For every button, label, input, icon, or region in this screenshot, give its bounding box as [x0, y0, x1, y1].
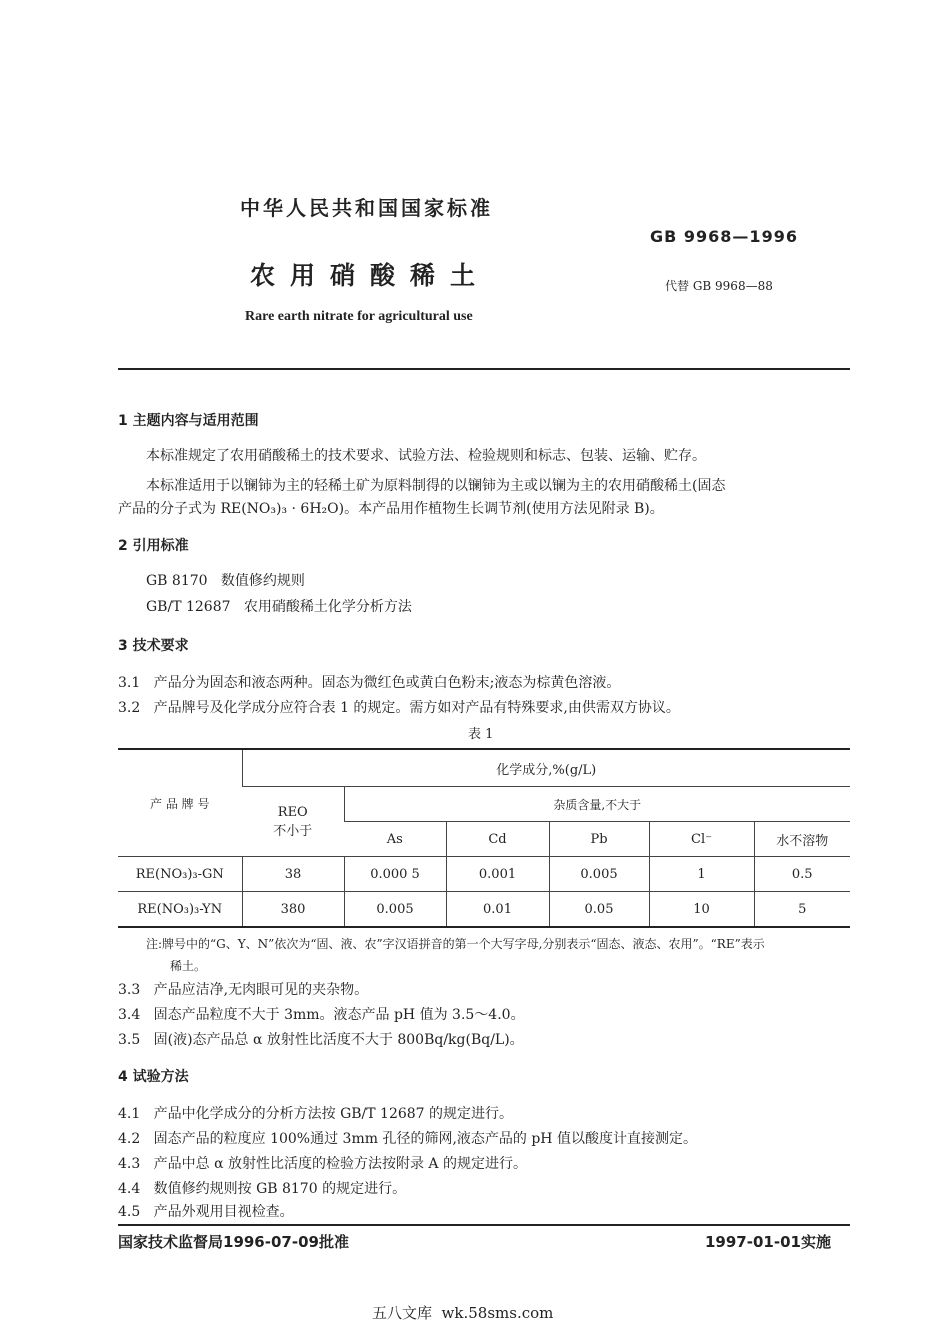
clause: 4.2 固态产品的粒度应 100%通过 3mm 孔径的筛网,液态产品的 pH 值以酸度计直接测定。 — [118, 1131, 697, 1147]
header-reo: REO 不小于 — [242, 787, 344, 857]
watermark: 五八文库 wk.58sms.com — [372, 1304, 554, 1322]
paragraph: 产品的分子式为 RE(NO₃)₃ · 6H₂O)。本产品用作植物生长调节剂(使用方法见附录 B)。 — [118, 501, 664, 517]
clause: 4.1 产品中化学成分的分析方法按 GB/T 12687 的规定进行。 — [118, 1106, 514, 1122]
standard-code: GB 9968—1996 — [650, 227, 798, 246]
table-note: 注:牌号中的“G、Y、N”依次为“固、液、农”字汉语拼音的第一个大写字母,分别表示“固态、液态、农用”。“RE”表示 — [146, 937, 765, 951]
reference: GB 8170 数值修约规则 — [146, 573, 305, 589]
clause: 3.3 产品应洁净,无肉眼可见的夹杂物。 — [118, 982, 369, 998]
approval-date: 国家技术监督局1996-07-09批准 — [118, 1233, 349, 1251]
col-cl: Cl⁻ — [649, 822, 754, 857]
table-note-cont: 稀土。 — [170, 959, 207, 973]
clause: 3.2 产品牌号及化学成分应符合表 1 的规定。需方如对产品有特殊要求,由供需双方协议。 — [118, 700, 680, 716]
clause: 3.5 固(液)态产品总 α 放射性比活度不大于 800Bq/kg(Bq/L)。 — [118, 1032, 524, 1048]
section-1-heading: 1 主题内容与适用范围 — [118, 413, 259, 429]
reference: GB/T 12687 农用硝酸稀土化学分析方法 — [146, 599, 412, 615]
section-3-heading: 3 技术要求 — [118, 638, 189, 654]
clause: 4.3 产品中总 α 放射性比活度的检验方法按附录 A 的规定进行。 — [118, 1156, 527, 1172]
title-en: Rare earth nitrate for agricultural use — [245, 309, 473, 324]
col-as: As — [344, 822, 446, 857]
col-pb: Pb — [549, 822, 649, 857]
replaces-label: 代替 GB 9968—88 — [665, 279, 773, 293]
paragraph: 本标准规定了农用硝酸稀土的技术要求、试验方法、检验规则和标志、包装、运输、贮存。 — [146, 448, 706, 464]
col-insoluble: 水不溶物 — [754, 822, 850, 857]
table-row: RE(NO₃)₃-YN 380 0.005 0.01 0.05 10 5 — [118, 892, 850, 928]
section-2-heading: 2 引用标准 — [118, 538, 189, 554]
effective-date: 1997-01-01实施 — [705, 1233, 831, 1251]
table-row: RE(NO₃)₃-GN 38 0.000 5 0.001 0.005 1 0.5 — [118, 857, 850, 892]
composition-table — [118, 748, 850, 928]
clause: 4.4 数值修约规则按 GB 8170 的规定进行。 — [118, 1181, 407, 1197]
header-chemical-composition: 化学成分,%(g/L) — [242, 749, 850, 787]
header-rule — [118, 368, 850, 370]
header-grade: 产 品 牌 号 — [150, 796, 210, 811]
col-cd: Cd — [446, 822, 549, 857]
footer-rule — [118, 1224, 850, 1226]
title-cn: 农用硝酸稀土 — [250, 261, 491, 290]
table-caption: 表 1 — [468, 727, 494, 742]
paragraph: 本标准适用于以镧铈为主的轻稀土矿为原料制得的以镧铈为主或以镧为主的农用硝酸稀土(固态 — [146, 478, 726, 494]
header-impurities: 杂质含量,不大于 — [344, 787, 850, 822]
clause: 3.4 固态产品粒度不大于 3mm。液态产品 pH 值为 3.5～4.0。 — [118, 1007, 525, 1023]
national-standard-label: 中华人民共和国国家标准 — [240, 196, 493, 220]
clause: 3.1 产品分为固态和液态两种。固态为微红色或黄白色粉末;液态为棕黄色溶液。 — [118, 675, 621, 691]
clause: 4.5 产品外观用目视检查。 — [118, 1204, 294, 1220]
section-4-heading: 4 试验方法 — [118, 1069, 189, 1085]
